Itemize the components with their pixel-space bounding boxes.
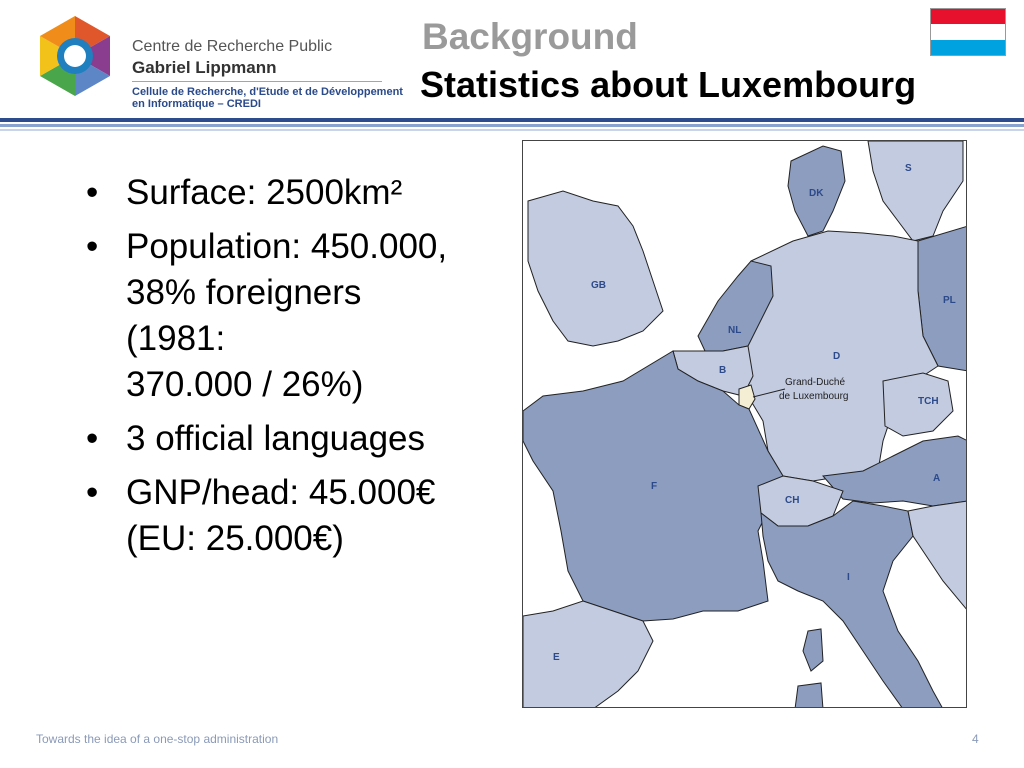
page-number: 4 — [972, 732, 979, 746]
logo-text-unit — [132, 86, 403, 110]
europe-map — [522, 140, 967, 708]
luxembourg-flag-icon — [930, 8, 1006, 56]
map-label-e: E — [553, 652, 560, 663]
island-sardinia — [795, 683, 823, 708]
bullet-population-line3: (1981: — [126, 319, 226, 358]
bullet-surface: • Surface: 2500km² — [86, 170, 506, 216]
map-label-f: F — [651, 481, 658, 492]
lux-label-line2: de Luxembourg — [779, 391, 849, 402]
map-label-a: A — [933, 473, 941, 484]
bullet-population-line4: 370.000 / 26%) — [126, 365, 364, 404]
map-label-d: D — [833, 351, 841, 362]
bullet-population-line1: Population: 450.000, — [126, 227, 448, 266]
slide-subtitle: Background — [422, 16, 638, 57]
footer-text: Towards the idea of a one-stop administration — [36, 732, 279, 746]
header-rule-light — [0, 129, 1024, 131]
bullet-population-line2: 38% foreigners — [126, 273, 362, 312]
map-label-pl: PL — [943, 295, 956, 306]
bullet-gnp-line2: (EU: 25.000€) — [126, 519, 344, 558]
map-label-b: B — [719, 365, 727, 376]
flag-stripe-red — [931, 9, 1005, 24]
logo-text-unit-line2: en Informatique – CREDI — [132, 98, 261, 110]
logo — [30, 14, 410, 114]
flag-stripe-white — [931, 24, 1005, 39]
bullet-gnp — [86, 470, 506, 562]
logo-divider — [132, 81, 382, 82]
header-rule-mid — [0, 124, 1024, 127]
map-label-gb: GB — [591, 280, 606, 291]
logo-text-unit-line1: Cellule de Recherche, d'Etude et de Développement — [132, 86, 403, 98]
bullet-population — [86, 224, 506, 408]
europe-map-svg — [523, 141, 967, 708]
map-label-ch: CH — [785, 495, 800, 506]
header-rule-dark — [0, 118, 1024, 122]
map-label-tch: TCH — [918, 396, 939, 407]
bullet-list — [86, 170, 506, 570]
map-label-s: S — [905, 163, 912, 174]
bullet-languages: • 3 official languages — [86, 416, 506, 462]
map-label-nl: NL — [728, 325, 742, 336]
lux-label-line1: Grand-Duché — [785, 377, 846, 388]
flag-stripe-blue — [931, 40, 1005, 55]
slide-title: Statistics about Luxembourg — [420, 64, 917, 105]
map-label-dk: DK — [809, 188, 824, 199]
logo-text-center: Centre de Recherche Public — [132, 38, 333, 55]
map-label-i: I — [847, 572, 850, 583]
bullet-gnp-line1: GNP/head: 45.000€ — [126, 473, 436, 512]
logo-text-name: Gabriel Lippmann — [132, 58, 277, 77]
logo-mark — [30, 14, 120, 114]
